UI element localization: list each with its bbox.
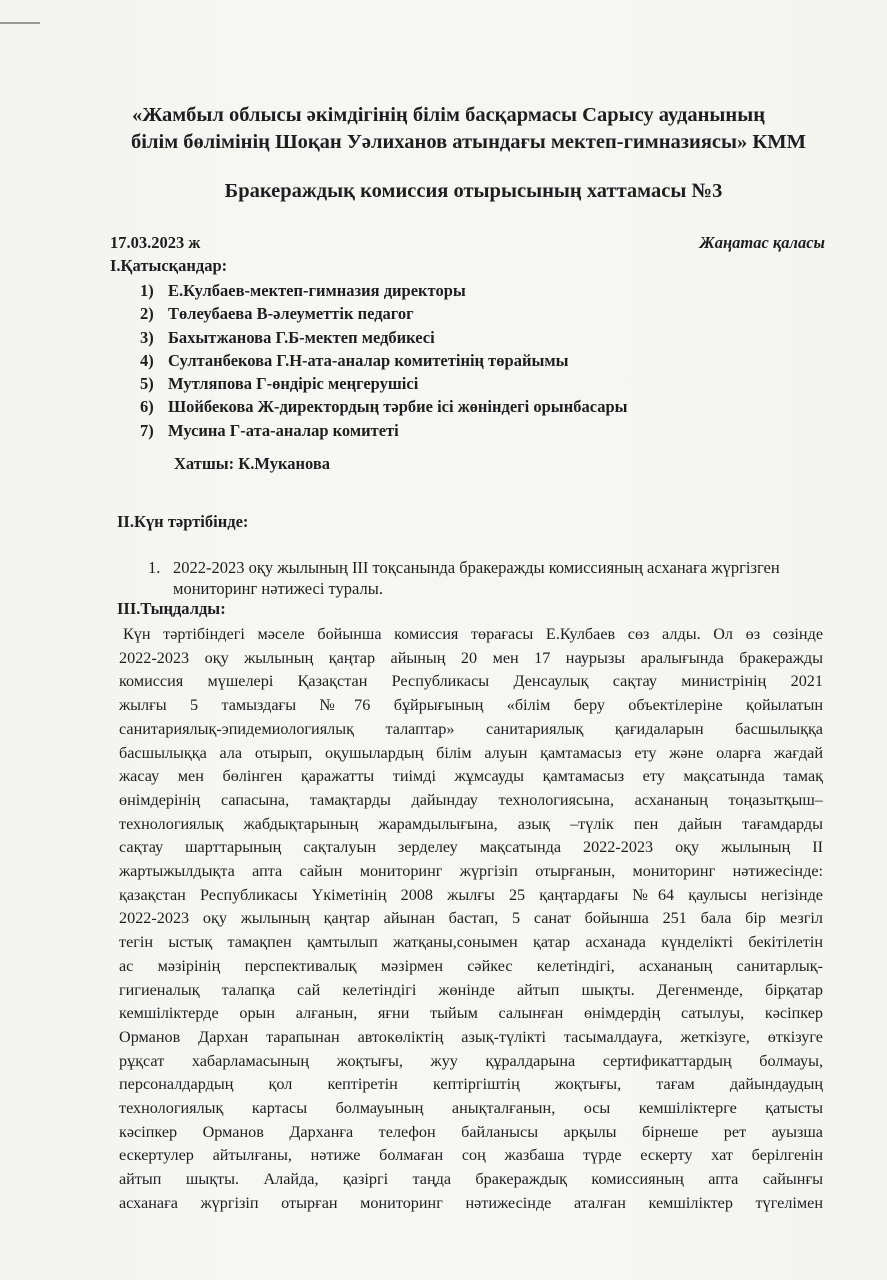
list-item-number: 4) [140,350,154,370]
list-item-text: Мусина Г-ата-аналар комитеті [168,420,399,440]
body-line: жасау мен бөлінген қаражатты тиімді жұмсауды қамтамасыз ету мақсатында тамақ [119,767,823,786]
list-item [140,279,628,302]
body-line: өнімдерінің сапасына, тамақтарды дайындау технологиясына, асхананың тоңазытқыш– [119,790,823,809]
body-line: технологиялық картасы болмауының анықталғанын, осы кемшіліктерге қатысты [119,1099,823,1118]
body-line: 2022-2023 оқу жылының қаңтар айынан бастап, 5 санат бойынша 251 бала бір мезгіл [119,909,823,928]
secretary-line: Хатшы: К.Муканова [174,454,330,473]
list-item-number: 5) [140,374,154,394]
list-item-number: 7) [140,420,154,440]
list-item-number: 1) [140,281,154,300]
body-line: ескертулер айтылғаны, нәтиже болмаған соң жазбаша түрде ескерту хат берілгенін [119,1146,823,1165]
list-item-text: Султанбекова Г.Н-ата-аналар комитетінің төрайымы [168,350,569,370]
agenda-item-text: 2022-2023 оқу жылының III тоқсанында бракеражды комиссияның асханаға жүргізген мониторинг нәтижесі туралы. [173,558,780,598]
list-item-text: Төлеубаева В-әлеуметтік педагог [168,304,414,324]
body-line: басшылыққа ала отырып, оқушылардың білім алуын қамтамасыз ету және оларға жағдай [119,743,823,762]
body-line: персоналдардың қол кептіретін кептіргіштің жоқтығы, тағам дайындаудың [119,1075,823,1094]
participants-heading: I.Қатысқандар: [110,256,228,275]
protocol-date: 17.03.2023 ж [110,233,201,252]
body-line: қазақстан Республикасы Үкіметінің 2008 жылғы 25 қаңтардағы №64 қаулысы негізінде [119,885,823,904]
body-line: тегін ыстық тамақпен қамтылып жатқаны,сонымен қатар асханада күнделікті бекітілетін [119,933,823,952]
list-item-number: 2) [140,304,154,324]
list-item [140,372,628,395]
body-line: 2022-2023 оқу жылының қаңтар айының 20 мен 17 наурызы аралығында бракеражды [119,648,823,667]
body-line: комиссия мүшелері Қазақстан Республикасы Денсаулық сақтау министрінің 2021 [119,672,823,691]
list-item-text: Е.Кулбаев-мектеп-гимназия директоры [168,281,466,300]
list-item-text: Мутляпова Г-өндіріс меңгерушісі [168,374,419,394]
list-item [140,326,628,349]
list-item-number: 6) [140,397,154,417]
agenda-heading: II.Күн тәртібінде: [117,512,249,531]
heard-heading: III.Тыңдалды: [117,599,226,618]
protocol-body-text [119,623,823,1216]
header-line-1: «Жамбыл облысы әкімдігінің білім басқармасы Сарысу ауданының [131,104,766,126]
body-line: санитариялық-эпидемиологиялық талаптар» санитариялық қағидаларын басшылыққа [119,719,823,738]
body-line: Күн тәртібіндегі мәселе бойынша комиссия төрағасы Е.Кулбаев сөз алды. Ол өз сөзінде [123,625,823,643]
organization-header [0,102,887,156]
agenda-item-number: 1. [148,558,161,577]
list-item-text: Бахытжанова Г.Б-мектеп медбикесі [168,327,435,347]
list-item [140,395,628,418]
body-line: гигиеналық талапқа сай келетіндігі жөнінде айтып шықты. Дегенменде, бірқатар [119,980,823,999]
participants-list [140,279,628,442]
body-line: кәсіпкер Орманов Дарханға телефон байланысы арқылы бірнеше рет ауызша [119,1122,823,1141]
protocol-city: Жаңатас қаласы [699,233,825,252]
body-line: жартыжылдықта апта сайын мониторинг жүргізіп отырғанын, мониторинг нәтижесінде: [119,862,823,881]
body-line: технологиялық жабдықтарының жарамдылығына, азық –түлік пен дайын тағамдарды [119,814,823,833]
body-line: айтып шықты. Алайда, қазіргі таңда бракераждық комиссияның апта сайынғы [119,1170,823,1189]
body-line: ас мәзірінің перспективалық мәзірмен сәйкес келетіндігі, асхананың санитарлық- [119,956,823,975]
corner-mark [0,22,40,24]
body-line: сақтау шарттарының сақталуын зерделеу мақсатында 2022-2023 оқу жылының II [119,838,823,857]
list-item [140,302,628,325]
agenda-item [148,557,793,599]
body-line: рұқсат хабарламасының жоқтығы, жуу құралдарына сертификаттардың болмауы, [119,1051,823,1070]
list-item-number: 3) [140,327,154,347]
body-line: Орманов Дархан тарапынан автокөліктің азық-түлікті тасымалдауға, жеткізуге, өткізуге [119,1027,823,1046]
body-line: асханаға жүргізіп отырған мониторинг нәтижесінде аталған кемшіліктер түгелімен [119,1193,823,1212]
body-line: жылғы 5 тамыздағы №76 бұйрығының «білім беру объектілеріне қойылатын [119,696,823,715]
header-line-2: білім бөлімінің Шоқан Уәлиханов атындағы мектеп-гимназиясы» КММ [131,131,806,153]
list-item-text: Шойбекова Ж-директордың тәрбие ісі жөніндегі орынбасары [168,397,628,417]
body-line: кемшіліктерде орын алғанын, яғни тыйым салынған өнімдердің сатылуы, кәсіпкер [119,1004,823,1023]
list-item [140,419,628,442]
protocol-title: Бракераждық комиссия отырысының хаттамасы №3 [224,180,723,202]
list-item [140,349,628,372]
